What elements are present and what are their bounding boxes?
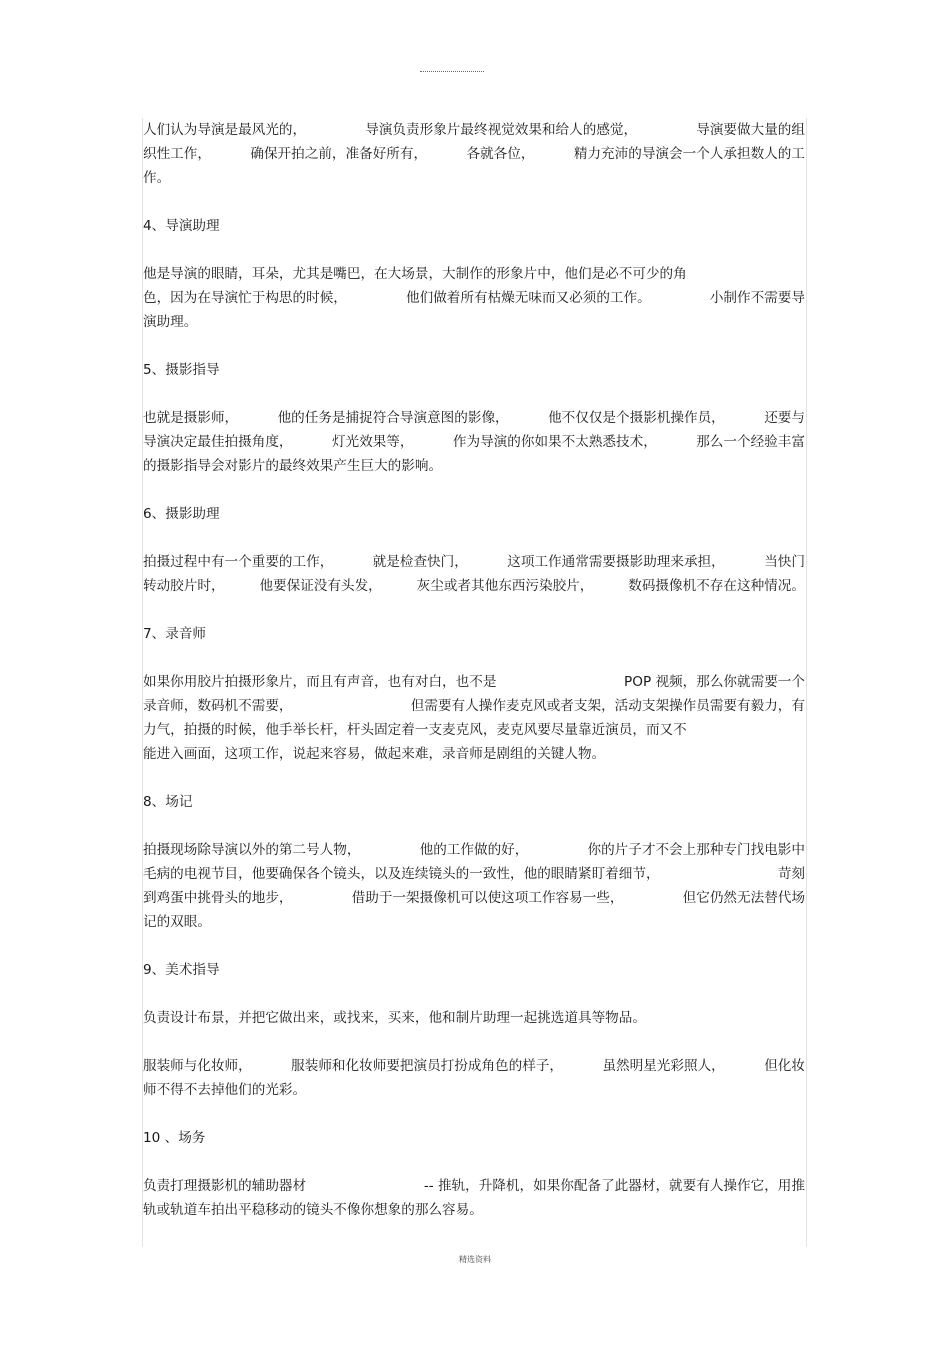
text-segment: 还要与 <box>764 410 805 426</box>
text-line <box>143 838 805 862</box>
document-body <box>143 118 805 1246</box>
right-margin-line <box>806 118 807 1246</box>
text-segment: 这项工作通常需要摄影助理来承担， <box>507 554 725 570</box>
text-segment: 数码摄像机不存在这种情况。 <box>628 578 805 594</box>
text-segment: 作为导演的你如果不太熟悉技术， <box>452 434 657 450</box>
text-line <box>143 670 805 694</box>
text-segment: 小制作不需要导 <box>709 290 805 306</box>
text-segment: 他要保证没有头发， <box>259 578 382 594</box>
text-line <box>143 742 805 766</box>
text-line <box>143 1054 805 1078</box>
text-segment: 但它仍然无法替代场 <box>682 890 805 906</box>
text-segment: 作。 <box>143 170 171 186</box>
text-segment: 拍摄现场除导演以外的第二号人物， <box>143 842 361 858</box>
text-line <box>143 886 805 910</box>
text-line <box>143 574 805 598</box>
section-heading: 6、摄影助理 <box>143 506 220 522</box>
text-line <box>143 910 805 934</box>
text-line <box>143 142 805 166</box>
text-segment: 但化妆 <box>764 1058 805 1074</box>
text-segment: 负责设计布景，并把它做出来，或找来，买来，他和制片助理一起挑选道具等物品。 <box>143 1010 646 1026</box>
paragraph <box>143 262 805 334</box>
text-line <box>143 262 805 286</box>
text-segment: 虽然明星光彩照人， <box>602 1058 725 1074</box>
paragraph <box>143 1174 805 1222</box>
section-heading: 8、场记 <box>143 794 193 810</box>
text-segment: 他是导演的眼睛，耳朵，尤其是嘴巴，在大场景，大制作的形象片中，他们是必不可少的角 <box>143 266 687 282</box>
text-segment: 那么一个经验丰富 <box>696 434 805 450</box>
text-segment: 能进入画面，这项工作，说起来容易，做起来难，录音师是剧组的关键人物。 <box>143 746 606 762</box>
section-heading: 9、美术指导 <box>143 962 220 978</box>
text-segment: 灯光效果等， <box>331 434 414 450</box>
paragraph <box>143 670 805 766</box>
text-line <box>143 694 805 718</box>
text-line <box>143 1198 805 1222</box>
text-line <box>143 454 805 478</box>
text-segment: 就是检查快门， <box>372 554 468 570</box>
text-segment: 力气，拍摄的时候，他手举长杆，杆头固定着一支麦克风，麦克风要尽量靠近演员，而又不 <box>143 722 687 738</box>
text-segment: 灰尘或者其他东西污染胶片， <box>416 578 594 594</box>
text-segment: 导演负责形象片最终视觉效果和给人的感觉， <box>365 122 638 138</box>
text-line <box>143 550 805 574</box>
section-heading: 4、导演助理 <box>143 218 220 234</box>
text-line <box>143 1078 805 1102</box>
text-segment: 导演决定最佳拍摄角度， <box>143 434 293 450</box>
header-rule <box>420 71 484 72</box>
text-line <box>143 1006 805 1030</box>
paragraph <box>143 406 805 478</box>
paragraph <box>143 1006 805 1030</box>
text-segment: 他的任务是捕捉符合导演意图的影像， <box>277 410 509 426</box>
text-segment: 也就是摄影师， <box>143 410 239 426</box>
text-segment: 精力充沛的导演会一个人承担数人的工 <box>573 146 805 162</box>
text-segment: 毛病的电视节目，他要确保各个镜头，以及连续镜头的一致性，他的眼睛紧盯着细节， <box>143 866 660 882</box>
text-line <box>143 118 805 142</box>
text-segment: 到鸡蛋中挑骨头的地步， <box>143 890 293 906</box>
text-segment: 记的双眼。 <box>143 914 211 930</box>
text-segment: 导演要做大量的组 <box>696 122 805 138</box>
text-segment: POP 视频，那么你就需要一个 <box>624 674 805 690</box>
text-segment: 各就各位， <box>466 146 535 162</box>
text-segment: -- 推轨，升降机，如果你配备了此器材，就要有人操作它，用推 <box>423 1178 805 1194</box>
text-segment: 服装师和化妆师要把演员打扮成角色的样子， <box>291 1058 564 1074</box>
section-heading: 10 、场务 <box>143 1130 206 1146</box>
text-segment: 色，因为在导演忙于构思的时候， <box>143 290 347 306</box>
text-segment: 借助于一架摄像机可以使这项工作容易一些， <box>351 890 624 906</box>
text-segment: 确保开拍之前，准备好所有， <box>250 146 428 162</box>
text-segment: 录音师，数码机不需要， <box>143 698 293 714</box>
paragraph <box>143 1054 805 1102</box>
text-line <box>143 310 805 334</box>
text-segment: 当快门 <box>764 554 805 570</box>
text-segment: 负责打理摄影机的辅助器材 <box>143 1178 307 1194</box>
text-segment: 人们认为导演是最风光的， <box>143 122 307 138</box>
text-segment: 他们做着所有枯燥无味而又必须的工作。 <box>406 290 651 306</box>
text-segment: 师不得不去掉他们的光彩。 <box>143 1082 307 1098</box>
section-heading: 7、录音师 <box>143 626 207 642</box>
text-segment: 拍摄过程中有一个重要的工作， <box>143 554 334 570</box>
text-segment: 轨或轨道车拍出平稳移动的镜头不像你想象的那么容易。 <box>143 1202 483 1218</box>
text-line <box>143 286 805 310</box>
text-segment: 他的工作做的好， <box>419 842 529 858</box>
text-segment: 但需要有人操作麦克风或者支架，活动支架操作员需要有毅力，有 <box>410 698 805 714</box>
paragraph <box>143 838 805 934</box>
text-segment: 他不仅仅是个摄影机操作员， <box>548 410 725 426</box>
paragraph <box>143 550 805 598</box>
text-line <box>143 406 805 430</box>
text-line <box>143 718 805 742</box>
text-segment: 织性工作， <box>143 146 211 162</box>
text-segment: 苛刻 <box>777 866 805 882</box>
text-line <box>143 166 805 190</box>
text-line <box>143 430 805 454</box>
paragraph <box>143 118 805 190</box>
text-line <box>143 1174 805 1198</box>
text-segment: 服装师与化妆师， <box>143 1058 252 1074</box>
text-segment: 你的片子才不会上那种专门找电影中 <box>587 842 805 858</box>
text-segment: 演助理。 <box>143 314 198 330</box>
section-heading: 5、摄影指导 <box>143 362 220 378</box>
page-footer: 精选资料 <box>459 1255 491 1264</box>
text-segment: 转动胶片时， <box>143 578 225 594</box>
text-line <box>143 862 805 886</box>
text-segment: 的摄影指导会对影片的最终效果产生巨大的影响。 <box>143 458 443 474</box>
text-segment: 如果你用胶片拍摄形象片，而且有声音，也有对白，也不是 <box>143 674 497 690</box>
